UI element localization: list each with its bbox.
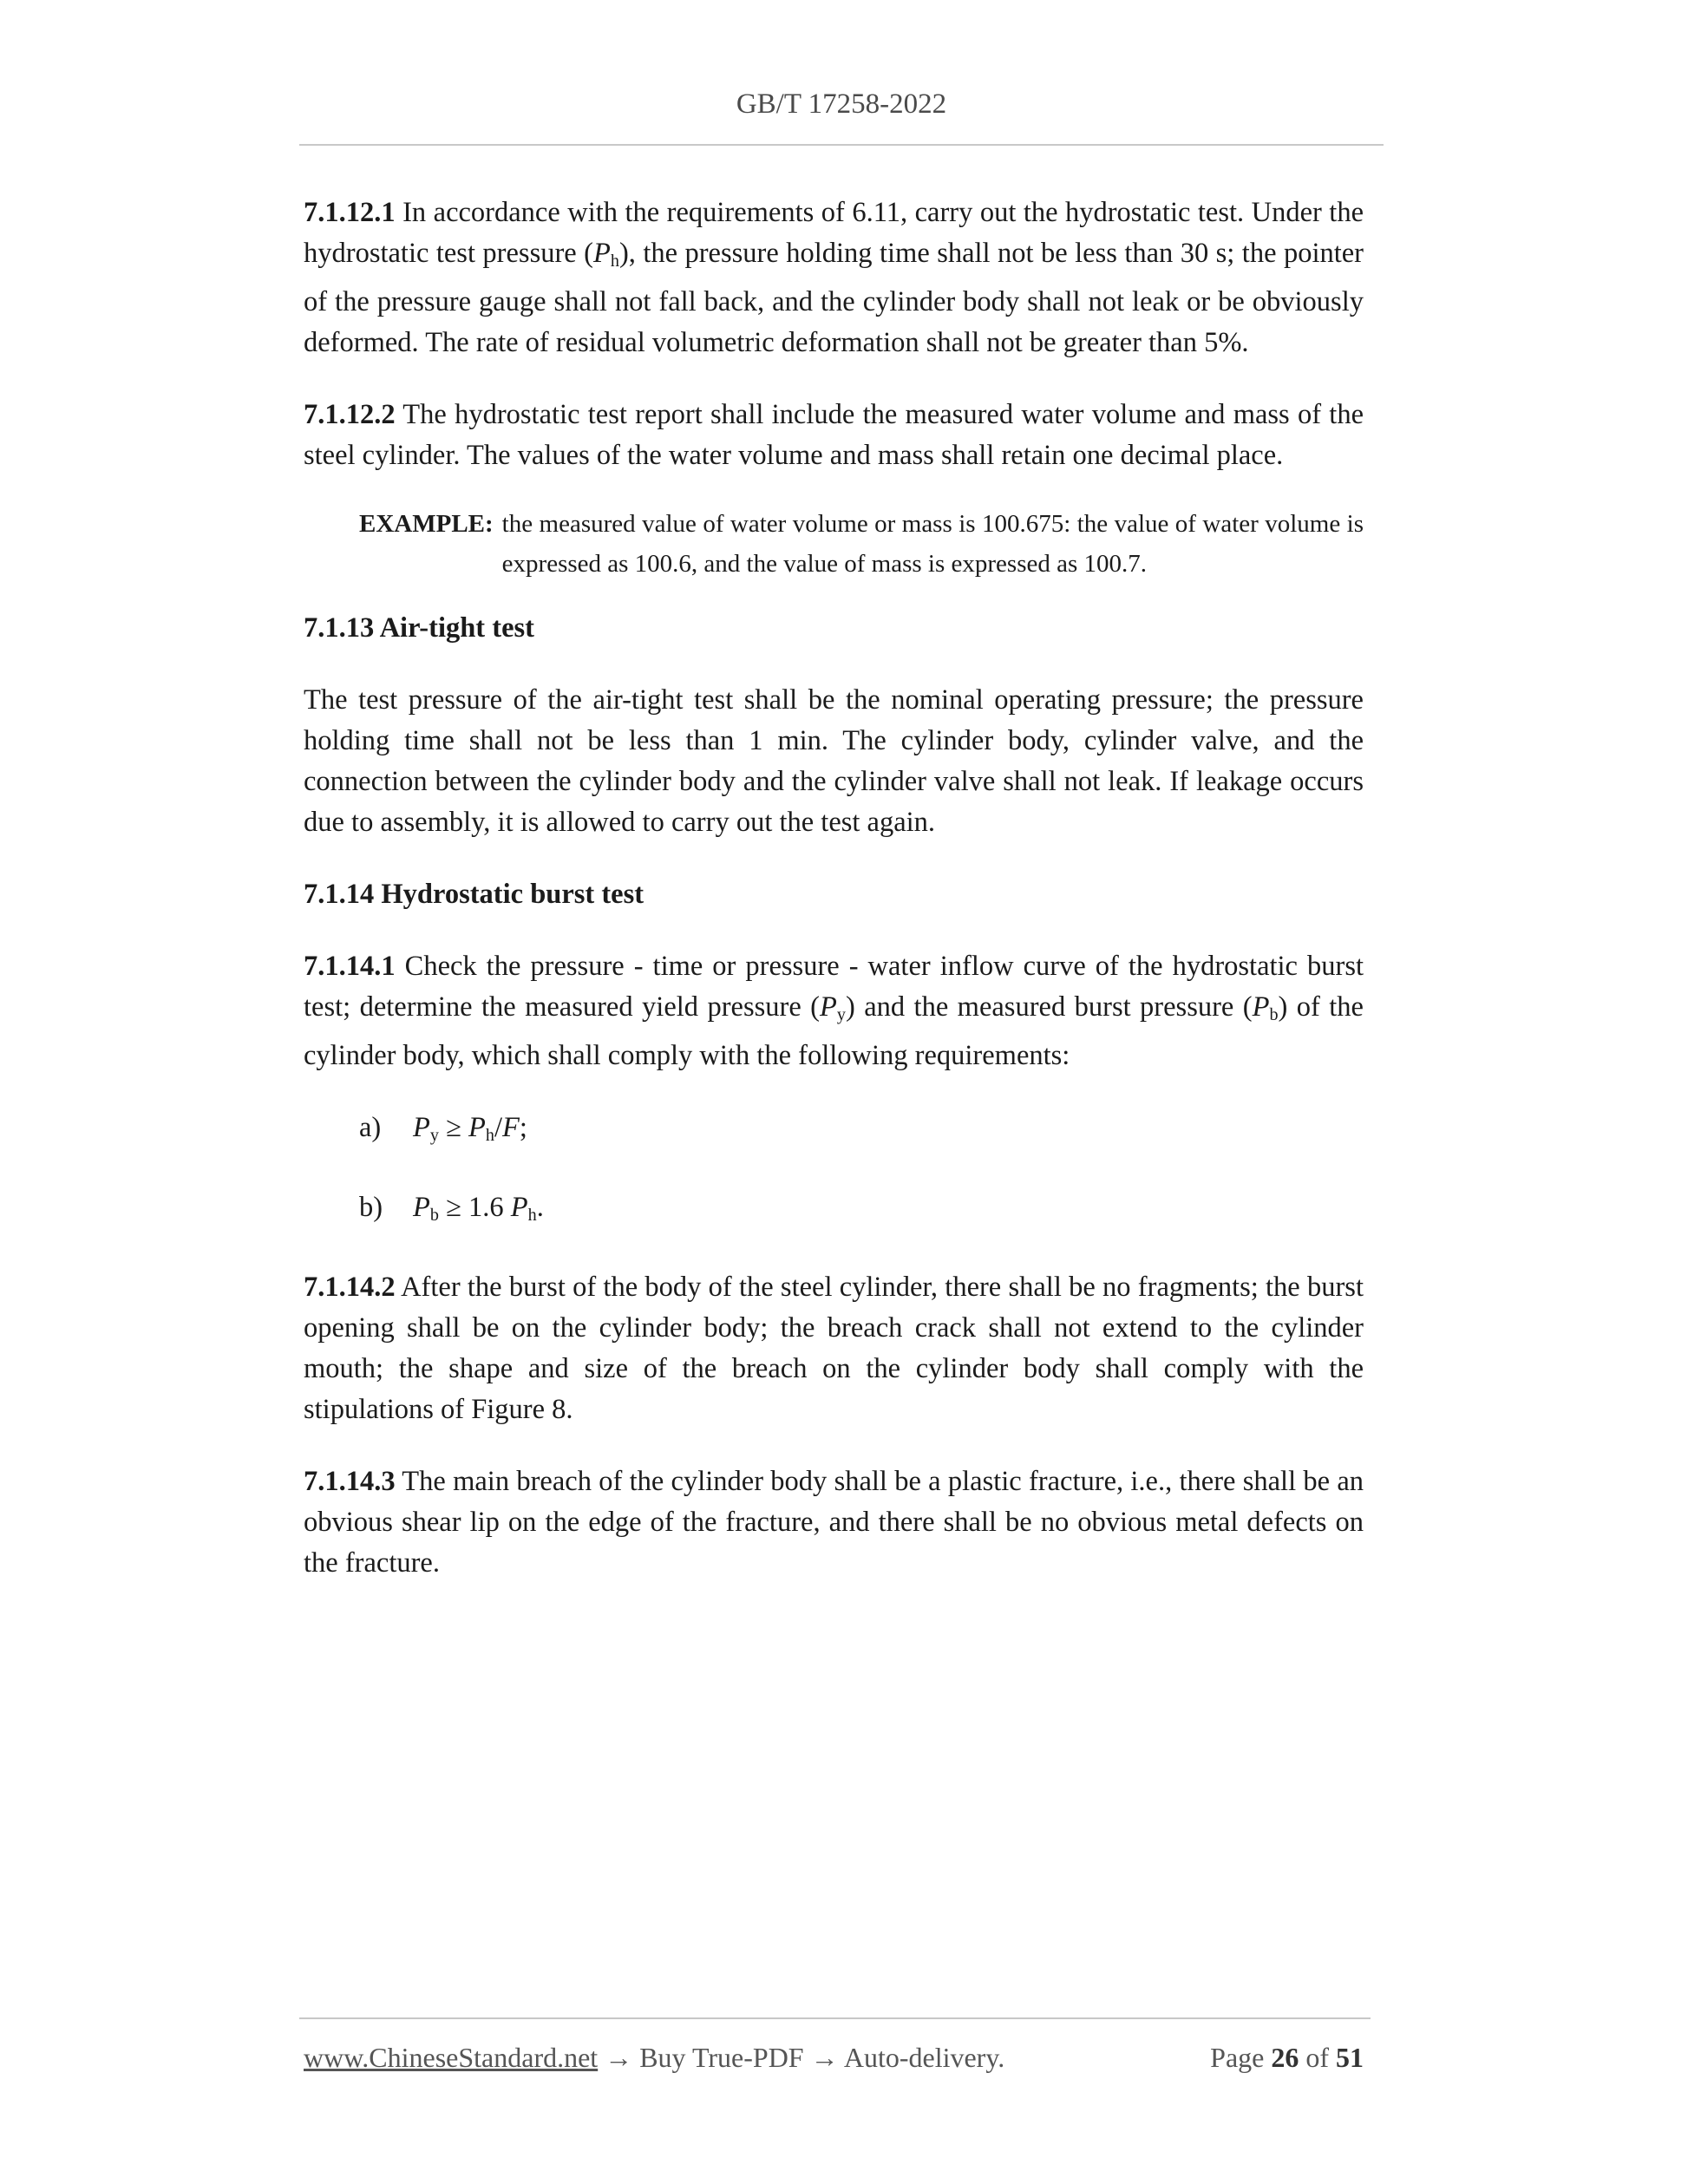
symbol-p: P xyxy=(413,1192,430,1224)
subscript: h xyxy=(485,1126,494,1146)
page-prefix: Page xyxy=(1210,2042,1272,2073)
page-header xyxy=(299,87,1384,121)
promo-text: → Buy True-PDF → Auto-delivery. xyxy=(598,2042,1005,2073)
clause-7-1-14-3 xyxy=(304,1461,1364,1584)
document-body xyxy=(304,193,1364,1615)
punctuation: ; xyxy=(519,1112,527,1144)
document-id: GB/T 17258-2022 xyxy=(736,88,947,120)
clause-number: 7.1.14.1 xyxy=(304,951,396,983)
clause-number: 7.1.14.2 xyxy=(304,1272,396,1304)
clause-7-1-12-1 xyxy=(304,193,1364,363)
subscript: y xyxy=(836,1005,846,1025)
page-of: of xyxy=(1299,2042,1336,2073)
list-label: b) xyxy=(359,1192,383,1224)
clause-7-1-12-2 xyxy=(304,395,1364,476)
subscript: b xyxy=(429,1206,439,1226)
operator: / xyxy=(494,1112,502,1144)
list-item-b xyxy=(359,1187,1364,1236)
symbol-p: P xyxy=(468,1112,486,1144)
total-pages: 51 xyxy=(1336,2042,1364,2073)
heading-7-1-14: 7.1.14 Hydrostatic burst test xyxy=(304,879,644,911)
example-note xyxy=(359,504,1364,584)
clause-text: Check the pressure - time or pressure - water inflow curve of the hydrostatic burst test; determine the measured yield pressure ( xyxy=(304,951,1364,1023)
operator: ≥ 1.6 xyxy=(438,1192,511,1224)
clause-number: 7.1.14.3 xyxy=(304,1466,396,1498)
symbol-p: P xyxy=(1252,991,1270,1023)
operator: ≥ xyxy=(438,1112,469,1144)
subscript: h xyxy=(527,1206,537,1226)
clause-text: ) of the cylinder body, which shall comply with the following requirements: xyxy=(304,991,1364,1072)
list-label: a) xyxy=(359,1112,382,1144)
list-item-a xyxy=(359,1108,1364,1156)
formula-a xyxy=(413,1108,527,1156)
clause-text: ) and the measured burst pressure ( xyxy=(845,991,1253,1023)
subscript: y xyxy=(429,1126,439,1146)
clause-number: 7.1.12.1 xyxy=(304,197,396,228)
symbol-p: P xyxy=(820,991,837,1023)
clause-text: In accordance with the requirements of 6.11, carry out the hydrostatic test. Under the hydrostatic test pressure ( xyxy=(304,197,1364,269)
subscript: b xyxy=(1269,1005,1279,1025)
formula-b xyxy=(413,1187,544,1236)
clause-text: The hydrostatic test report shall include the measured water volume and mass of the steel cylinder. The values of the water volume and mass shall retain one decimal place. xyxy=(304,399,1364,472)
symbol-p: P xyxy=(413,1112,430,1144)
symbol-f: F xyxy=(502,1112,520,1144)
clause-7-1-14-1 xyxy=(304,946,1364,1076)
clause-7-1-14-2 xyxy=(304,1267,1364,1430)
subscript: h xyxy=(610,252,619,271)
punctuation: . xyxy=(536,1192,544,1224)
clause-number: 7.1.12.2 xyxy=(304,399,396,431)
header-divider xyxy=(299,144,1384,146)
site-link[interactable]: www.ChineseStandard.net xyxy=(304,2042,599,2073)
symbol-p: P xyxy=(593,238,611,269)
symbol-p: P xyxy=(510,1192,528,1224)
footer-promo xyxy=(304,2040,1004,2075)
clause-7-1-13-text: The test pressure of the air-tight test shall be the nominal operating pressure; the pressure holding time shall not be less than 1 min. The cylinder body, cylinder valve, and the connection between the cylinder body and the cylinder valve shall not leak. If leakage occurs due to assembly, it is allowed to carry out the test again. xyxy=(304,684,1364,839)
clause-text: ), the pressure holding time shall not be less than 30 s; the pointer of the pressure gauge shall not fall back, and the cylinder body shall not leak or be obviously deformed. The rate of residual volumetric deformation shall not be greater than 5%. xyxy=(304,238,1364,359)
example-text: the measured value of water volume or mass is 100.675: the value of water volume is expressed as 100.6, and the value of mass is expressed as 100.7. xyxy=(501,510,1364,579)
example-label: EXAMPLE: xyxy=(359,510,494,539)
clause-text: After the burst of the body of the steel cylinder, there shall be no fragments; the burst opening shall be on the cylinder body; the breach crack shall not extend to the cylinder mouth; the shape and size of the breach on the cylinder body shall comply with the stipulations of Figure 8. xyxy=(304,1272,1364,1426)
page-indicator xyxy=(1210,2040,1364,2075)
footer-divider xyxy=(299,2017,1371,2019)
current-page: 26 xyxy=(1271,2042,1299,2073)
heading-7-1-13: 7.1.13 Air-tight test xyxy=(304,612,534,644)
clause-text: The main breach of the cylinder body shall be a plastic fracture, i.e., there shall be an obvious shear lip on the edge of the fracture, and there shall be no obvious metal defects on the fracture. xyxy=(304,1466,1364,1579)
